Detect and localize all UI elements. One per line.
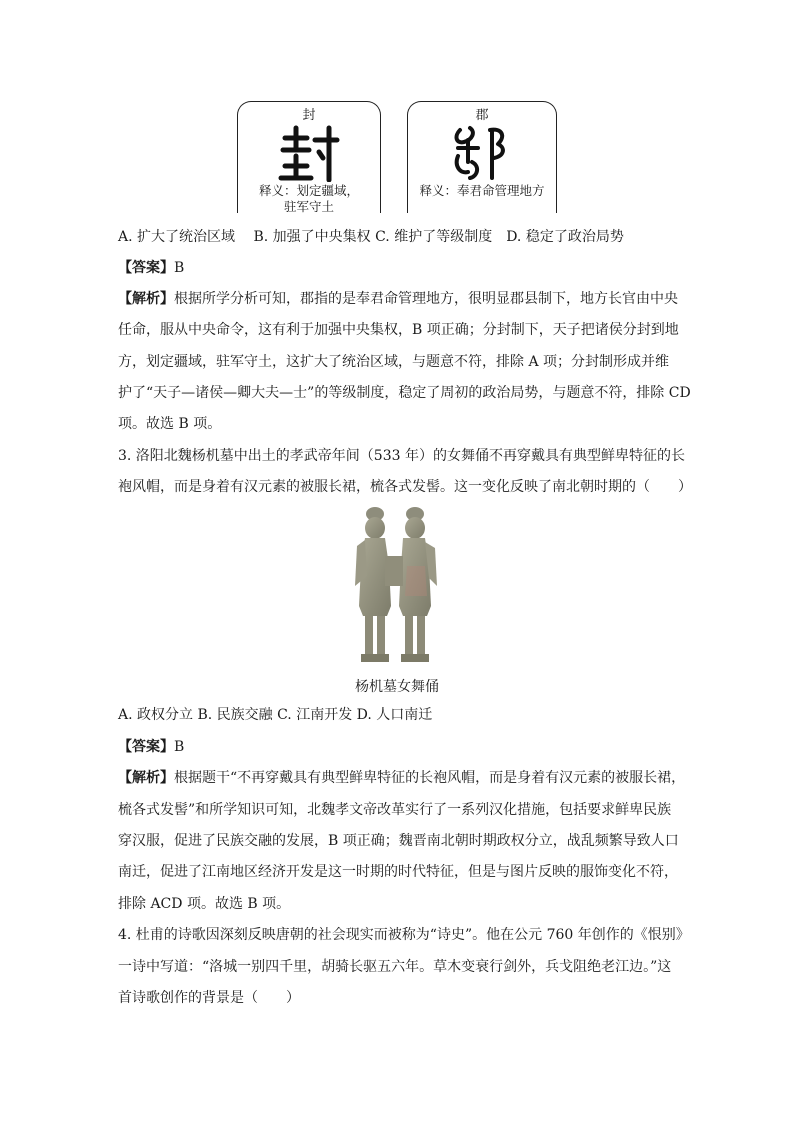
seal-title-feng: 封 (302, 108, 316, 123)
q3-analysis-line-4: 南迁，促进了江南地区经济开发是这一时期的时代特征，但是与图片反映的服饰变化不符， (118, 864, 678, 880)
q3-analysis-line-5: 排除 ACD 项。故选 B 项。 (118, 896, 291, 912)
seal-title-jun: 郡 (475, 108, 489, 123)
answer-value: B (174, 260, 185, 276)
q2-analysis-line-3: 方，划定疆域，驻军守土，这扩大了统治区域，与题意不符，排除 A 项；分封制形成并维 (118, 354, 670, 370)
q4-stem-line-2: 一诗中写道：“洛城一别四千里，胡骑长驱五六年。草木变衰行剑外，兵戈阻绝老江边。”这 (118, 959, 672, 975)
q3-stem-line-2: 袍风帽，而是身着有汉元素的被服长裙，梳各式发髻。这一变化反映了南北朝时期的（ ） (118, 479, 692, 495)
analysis-label: 【解析】 (118, 291, 174, 307)
analysis-text: 根据题干“不再穿戴具有典型鲜卑特征的长袍风帽，而是身着有汉元素的被服长裙， (174, 770, 686, 786)
seal-explanation-line: 驻军守土 (283, 199, 334, 214)
answer-label: 【答案】 (118, 739, 174, 755)
seal-explanation-feng (238, 183, 380, 215)
q3-analysis-line-3: 穿汉服，促进了民族交融的发展，B 项正确；魏晋南北朝时期政权分立，战乱频繁导致人口 (118, 833, 679, 849)
q2-answer (118, 258, 184, 278)
seal-box-jun (407, 101, 557, 213)
q3-analysis-line-1 (118, 768, 685, 788)
seal-explanation-line: 释义：奉君命管理地方 (419, 183, 545, 198)
q3-stem-line-1: 3. 洛阳北魏杨机墓中出土的孝武帝年间（533 年）的女舞俑不再穿戴具有典型鲜卑特征的长 (118, 448, 685, 464)
q3-answer (118, 737, 184, 757)
q2-analysis-line-2: 任命，服从中央命令，这有利于加强中央集权，B 项正确；分封制下，天子把诸侯分封到地 (118, 322, 679, 338)
q2-analysis-line-4: 护了“天子—诸侯—卿大夫—士”的等级制度，稳定了周初的政治局势，与题意不符，排除 CD (118, 385, 691, 401)
seal-explanation-line: 释义：划定疆域， (258, 183, 359, 198)
q3-analysis-line-2: 梳各式发髻”和所学知识可知，北魏孝文帝改革实行了一系列汉化措施，包括要求鲜卑民族 (118, 802, 672, 818)
yangji-tomb-dancer-figurines-image (345, 506, 445, 666)
answer-label: 【答案】 (118, 260, 174, 276)
q2-options: A. 扩大了统治区域 B. 加强了中央集权 C. 维护了等级制度 D. 稳定了政治局势 (118, 229, 624, 245)
q4-stem-line-1: 4. 杜甫的诗歌因深刻反映唐朝的社会现实而被称为“诗史”。他在公元 760 年创作的《恨别》 (118, 927, 690, 943)
analysis-label: 【解析】 (118, 770, 174, 786)
seal-script-feng-glyph (277, 122, 341, 182)
figurine-caption: 杨机墓女舞俑 (355, 679, 439, 695)
seal-script-jun-glyph (450, 122, 514, 182)
analysis-text: 根据所学分析可知，郡指的是奉君命管理地方，很明显郡县制下，地方长官由中央 (174, 291, 678, 307)
q2-analysis-line-1 (118, 289, 678, 309)
q3-options: A. 政权分立 B. 民族交融 C. 江南开发 D. 人口南迁 (118, 707, 433, 723)
seal-box-feng (237, 101, 381, 213)
answer-value: B (174, 739, 185, 755)
seal-explanation-jun (408, 183, 556, 199)
q2-analysis-line-5: 项。故选 B 项。 (118, 416, 222, 432)
q4-stem-line-3: 首诗歌创作的背景是（ ） (118, 990, 300, 1006)
